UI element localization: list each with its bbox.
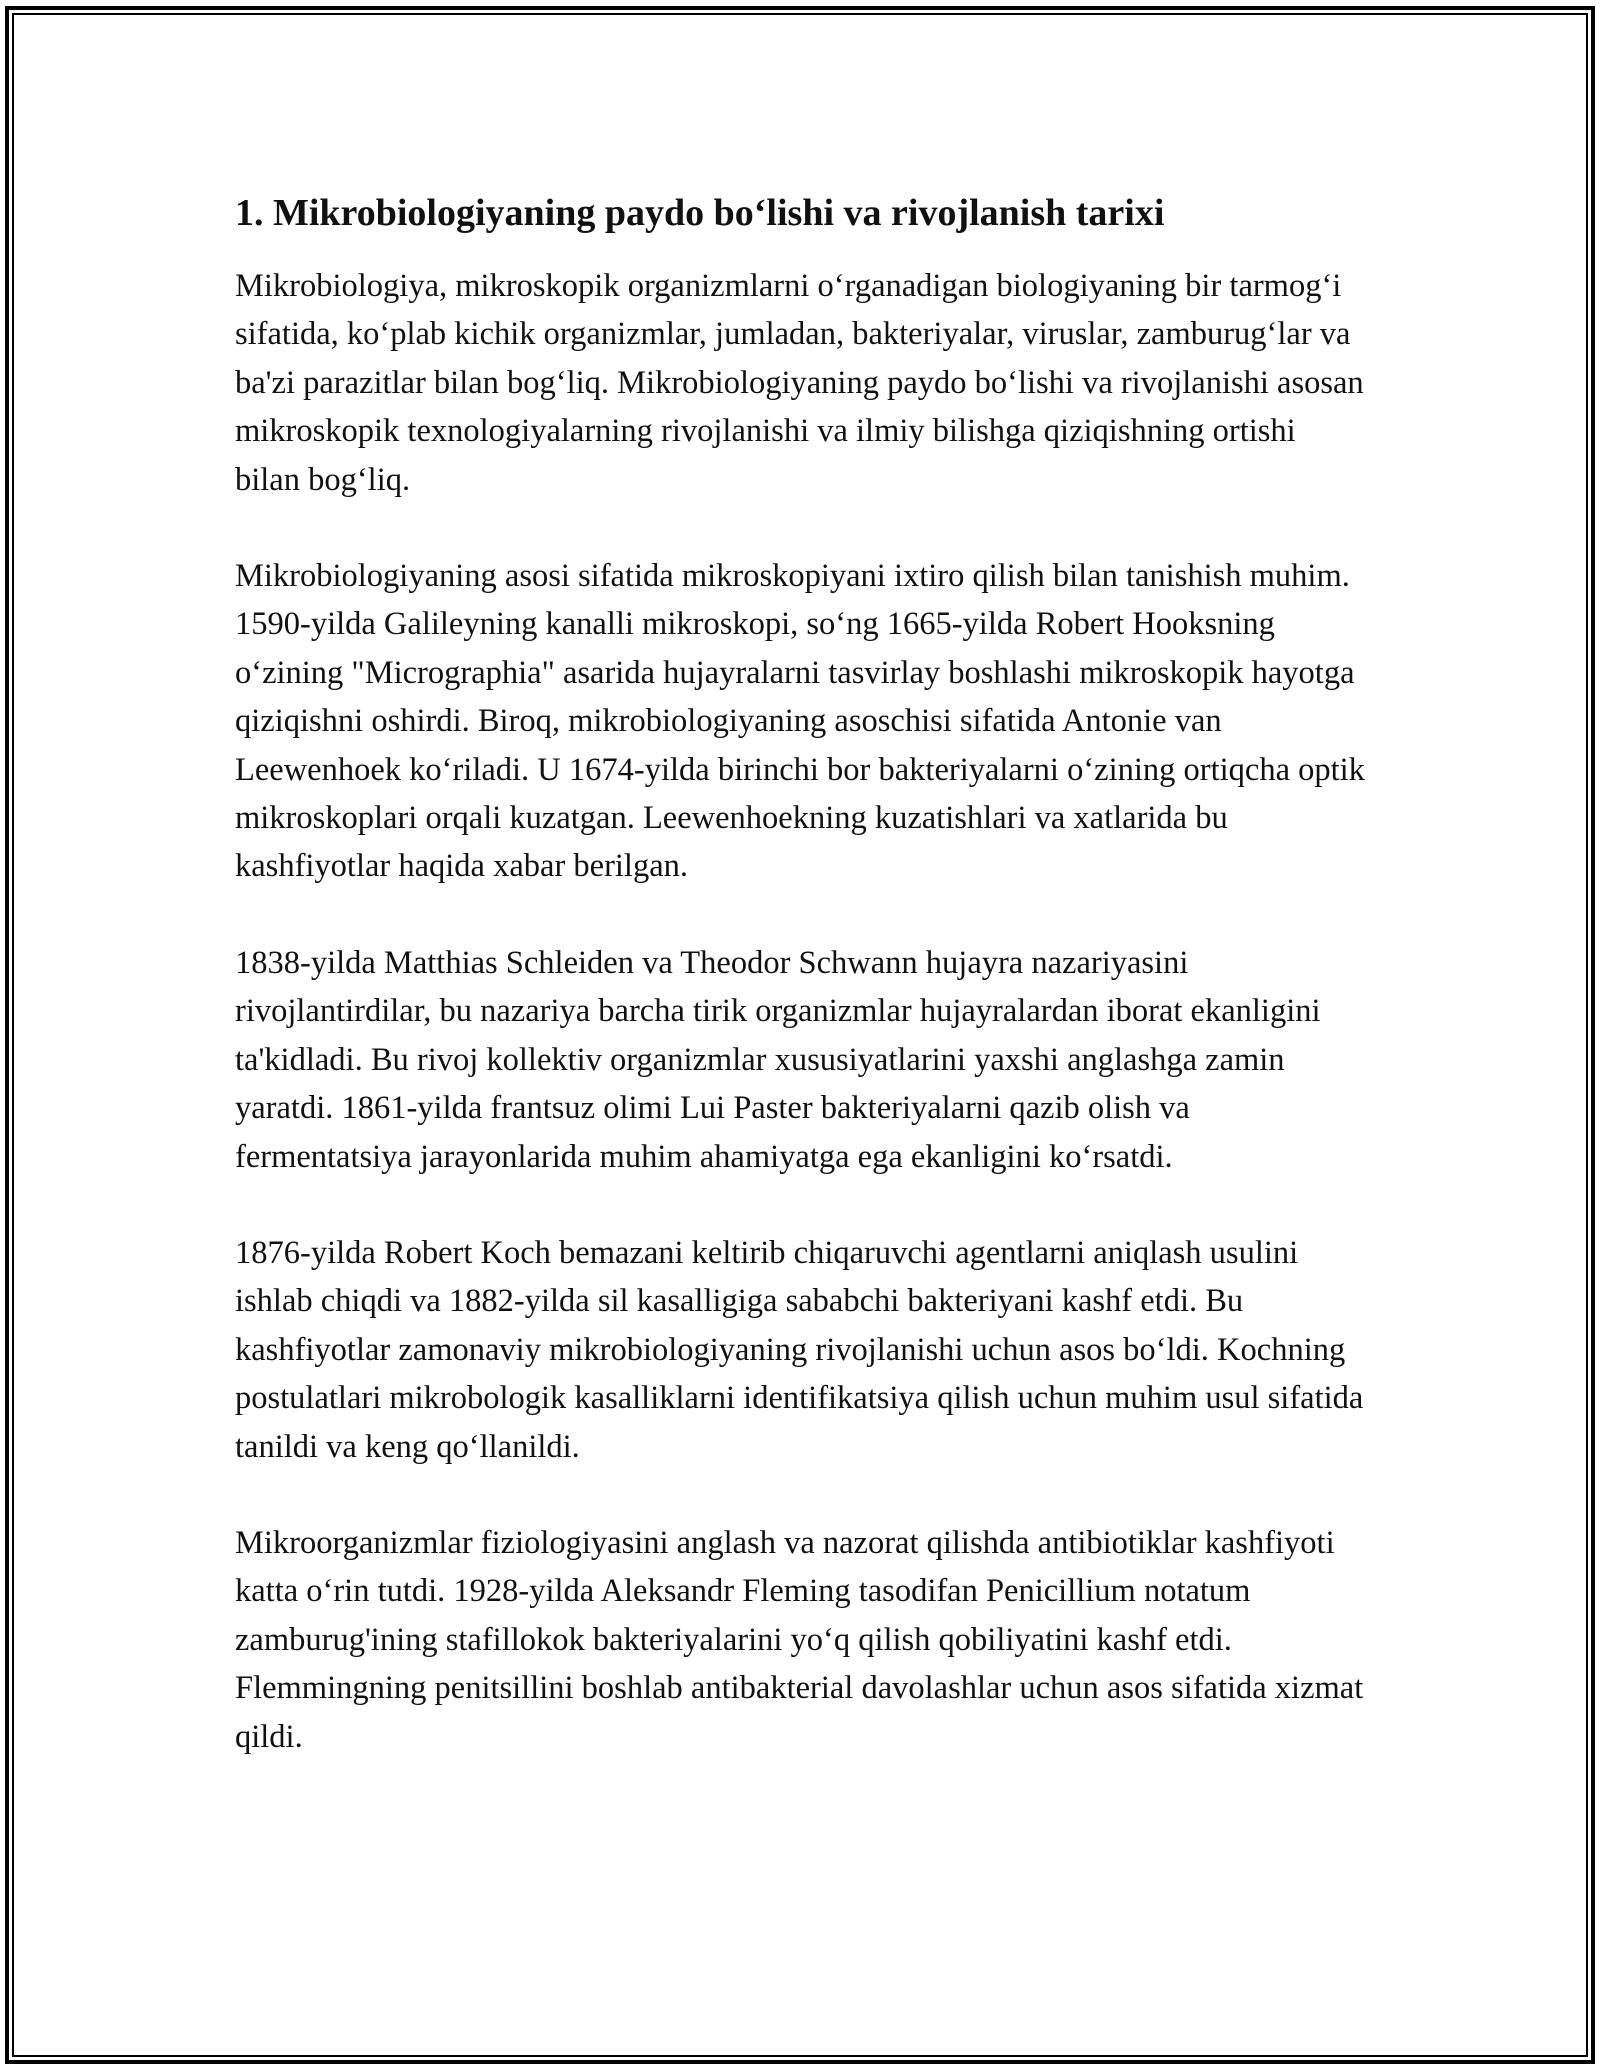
paragraph-5: Mikroorganizmlar fiziologiyasini anglash va nazorat qilishda antibiotiklar kashfiyoti katta o‘rin tutdi. 1928-yilda Aleksandr Fleming tasodifan Penicillium notatum zamburug'ining stafillokok bakteriyalarini yo‘q qilish qobiliyatini kashf etdi. Flemmingning penitsillini boshlab antibakterial davolashlar uchun asos sifatida xizmat qildi. [235,1524,1364,1755]
paragraph-1: Mikrobiologiya, mikroskopik organizmlarni o‘rganadigan biologiyaning bir tarmog‘i sifatida, ko‘plab kichik organizmlar, jumladan, bakteriyalar, viruslar, zamburug‘lar va ba'zi parazitlar bilan bog‘liq. Mikrobiologiyaning paydo bo‘lishi va rivojlanishi asosan mikroskopik texnologiyalarning rivojlanishi va ilmiy bilishga qiziqishning ortishi bilan bog‘liq. [235,268,1364,498]
section-title: 1. Mikrobiologiyaning paydo bo‘lishi va rivojlanish tarixi [235,192,1165,234]
paragraph-4: 1876-yilda Robert Koch bemazani keltirib chiqaruvchi agentlarni aniqlash usulini ishlab chiqdi va 1882-yilda sil kasalligiga sababchi bakteriyani kashf etdi. Bu kashfiyotlar zamonaviy mikrobiologiyaning rivojlanishi uchun asos bo‘ldi. Kochning postulatlari mikrobologik kasalliklarni identifikatsiya qilish uchun muhim usul sifatida tanildi va keng qo‘llanildi. [235,1234,1364,1465]
paragraph-3: 1838-yilda Matthias Schleiden va Theodor Schwann hujayra nazariyasini rivojlantirdilar, bu nazariya barcha tirik organizmlar hujayralardan iborat ekanligini ta'kidladi. Bu rivoj kollektiv organizmlar xususiyatlarini yaxshi anglashga zamin yaratdi. 1861-yilda frantsuz olimi Lui Paster bakteriyalarni qazib olish va fermentatsiya jarayonlarida muhim ahamiyatga ega ekanligini ko‘rsatdi. [235,944,1321,1175]
document-body [235,188,1365,1809]
paragraph-2: Mikrobiologiyaning asosi sifatida mikroskopiyani ixtiro qilish bilan tanishish muhim. 1590-yilda Galileyning kanalli mikroskopi, so‘ng 1665-yilda Robert Hooksning o‘zining "Micrographia" asarida hujayralarni tasvirlay boshlashi mikroskopik hayotga qiziqishni oshirdi. Biroq, mikrobiologiyaning asoschisi sifatida Antonie van Leewenhoek ko‘riladi. U 1674-yilda birinchi bor bakteriyalarni o‘zining ortiqcha optik mikroskoplari orqali kuzatgan. Leewenhoekning kuzatishlari va xatlarida bu kashfiyotlar haqida xabar berilgan. [235,558,1365,885]
